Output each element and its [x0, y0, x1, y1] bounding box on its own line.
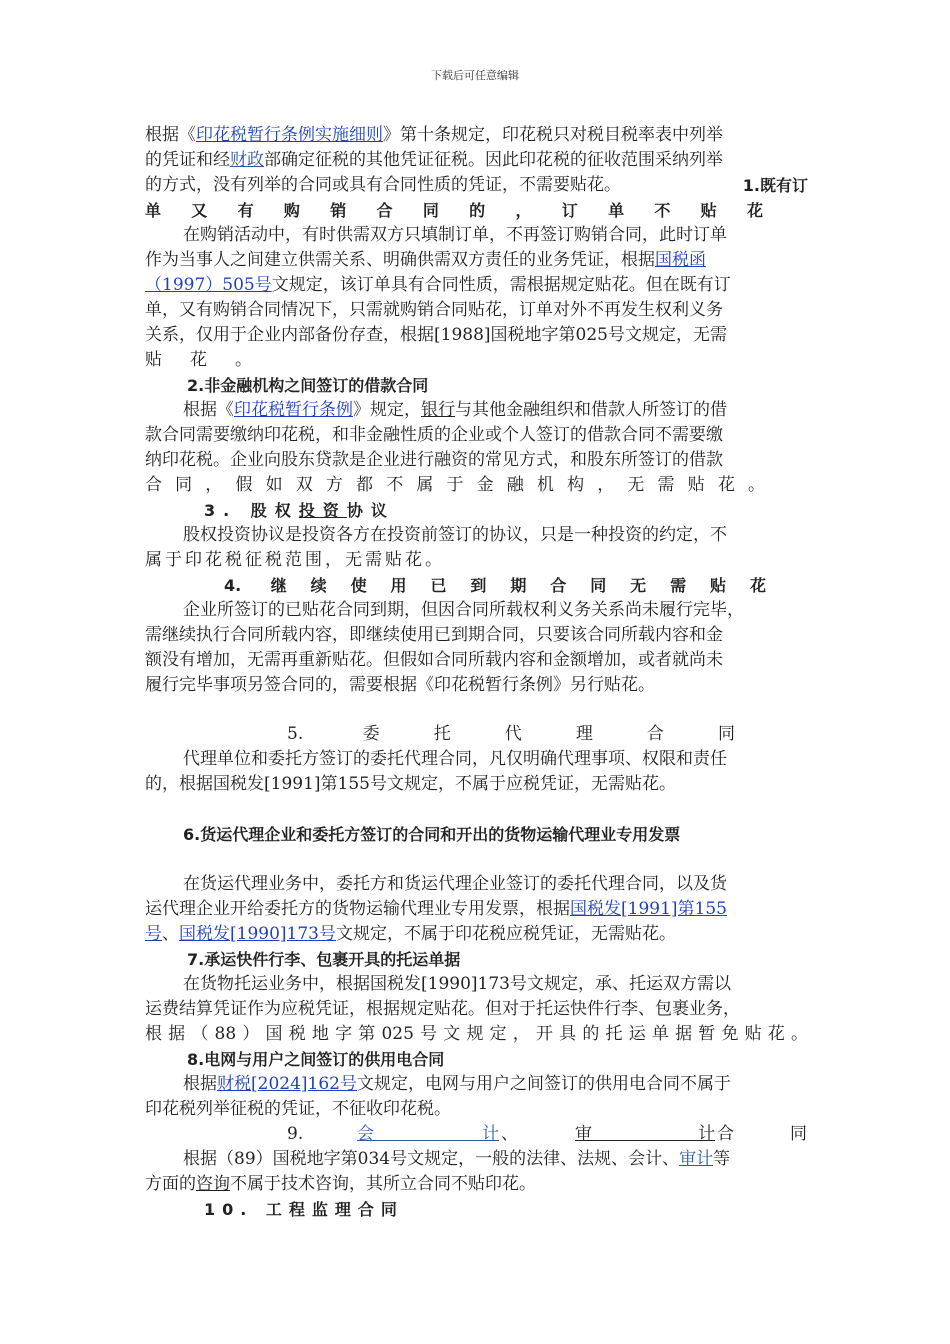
tax-notice-link[interactable]: 号 [145, 924, 162, 944]
paragraph-line: 需继续执行合同所载内容，即继续使用已到期合同，只要该合同所载内容和金 [145, 625, 723, 645]
paragraph-line: 作为当事人之间建立供需关系、明确供需双方责任的业务凭证，根据国税函 [145, 250, 706, 270]
paragraph-line: 的方式，没有列举的合同或具有合同性质的凭证，不需要贴花。 1.既有订 [145, 173, 808, 198]
tax-notice-link[interactable]: 国税发[1991]第155 [570, 899, 727, 919]
paragraph-line: 运费结算凭证作为应税凭证，根据规定贴花。但对于托运快件行李、包裹业务， [145, 999, 740, 1019]
section-heading: 6.货运代理企业和委托方签订的合同和开出的货物运输代理业专用发票 [183, 825, 681, 844]
section-heading: 10. 工程监理合同 [204, 1200, 404, 1219]
investment-link[interactable]: 投资 [298, 501, 347, 520]
paragraph-line: 贴花。 [145, 350, 280, 370]
bank-link[interactable]: 银行 [421, 400, 455, 420]
paragraph-line: 企业所签订的已贴花合同到期，但因合同所载权利义务关系尚未履行完毕， [183, 600, 744, 620]
accounting-link[interactable]: 会计 [357, 1124, 499, 1144]
paragraph-line: 根据《印花税暂行条例》规定，银行与其他金融组织和借款人所签订的借 [183, 400, 727, 420]
tax-letter-link[interactable]: 国税函 [655, 250, 706, 270]
paragraph-line: 根据财税[2024]162号文规定，电网与用户之间签订的供用电合同不属于 [183, 1074, 731, 1094]
paragraph-line: 款合同需要缴纳印花税，和非金融性质的企业或个人签订的借款合同不需要缴 [145, 425, 723, 445]
tax-notice-link[interactable]: 财税[2024]162号 [217, 1074, 357, 1094]
section-heading: 4. 继续使用已到期合同无需贴花 [224, 576, 766, 595]
paragraph-line: 印花税列举征税的凭证，不征收印花税。 [145, 1099, 451, 1119]
finance-link[interactable]: 财政 [230, 150, 264, 170]
paragraph-line: 的凭证和经财政部确定征税的其他凭证征税。因此印花税的征收范围采纳列举 [145, 150, 723, 170]
paragraph-line: 方面的咨询不属于技术咨询，其所立合同不贴印花。 [145, 1174, 536, 1194]
paragraph-line: （1997）505号文规定，该订单具有合同性质，需根据规定贴花。但在既有订 [145, 275, 731, 295]
tax-letter-link[interactable]: （1997）505号 [145, 275, 272, 295]
section-heading: 2.非金融机构之间签订的借款合同 [187, 376, 429, 395]
regulation-link[interactable]: 印花税暂行条例实施细则 [196, 125, 383, 145]
tax-notice-link[interactable]: 国税发[1990]173号 [179, 924, 336, 944]
section-heading: 1.既有订 [742, 176, 808, 195]
paragraph-line: 的，根据国税发[1991]第155号文规定，不属于应税凭证，无需贴花。 [145, 774, 676, 794]
paragraph-line: 在购销活动中，有时供需双方只填制订单，不再签订购销合同，此时订单 [183, 225, 727, 245]
section-heading: 7.承运快件行李、包裹开具的托运单据 [187, 950, 461, 969]
paragraph-line: 代理单位和委托方签订的委托代理合同，凡仅明确代理事项、权限和责任 [183, 749, 727, 769]
section-heading: 5. 委托代理合同 [287, 724, 735, 744]
paragraph-line: 股权投资协议是投资各方在投资前签订的协议，只是一种投资的约定，不 [183, 525, 727, 545]
section-heading: 3. 股权投资协议 [204, 501, 395, 520]
paragraph-line: 在货运代理业务中，委托方和货运代理企业签订的委托代理合同，以及货 [183, 874, 727, 894]
section-heading: 8.电网与用户之间签订的供用电合同 [187, 1050, 445, 1069]
paragraph-line: 单，又有购销合同情况下，只需就购销合同贴花，订单对外不再发生权利义务 [145, 300, 723, 320]
paragraph-line: 号、国税发[1990]173号文规定，不属于印花税应税凭证，无需贴花。 [145, 924, 676, 944]
paragraph-line: 关系，仅用于企业内部备份存查，根据[1988]国税地字第025号文规定，无需 [145, 325, 727, 345]
paragraph-line: 根据（88）国税地字第025号文规定，开具的托运单据暂免贴花。 [145, 1024, 808, 1044]
paragraph-line: 根据《印花税暂行条例实施细则》第十条规定，印花税只对税目税率表中列举 [145, 125, 723, 145]
section-heading: 单又有购销合同的，订单不贴花 [145, 201, 765, 220]
paragraph-line: 在货物托运业务中，根据国税发[1990]173号文规定，承、托运双方需以 [183, 974, 731, 994]
paragraph-line: 额没有增加，无需再重新贴花。但假如合同所载内容和金额增加，或者就尚未 [145, 650, 723, 670]
consulting-link[interactable]: 咨询 [196, 1174, 230, 1194]
paragraph-line: 属于印花税征税范围，无需贴花。 [145, 550, 445, 570]
audit-link[interactable]: 审计 [575, 1124, 715, 1144]
paragraph-line: 根据（89）国税地字第034号文规定，一般的法律、法规、会计、审计等 [183, 1149, 731, 1169]
paragraph-line: 履行完毕事项另签合同的，需要根据《印花税暂行条例》另行贴花。 [145, 675, 655, 695]
paragraph-line: 运代理企业开给委托方的货物运输代理业专用发票，根据国税发[1991]第155 [145, 899, 727, 919]
paragraph-line: 合同，假如双方都不属于金融机构，无需贴花。 [145, 475, 765, 495]
page-header: 下载后可任意编辑 [431, 69, 519, 82]
audit-link[interactable]: 审计 [679, 1149, 714, 1169]
regulation-link[interactable]: 印花税暂行条例 [234, 400, 353, 420]
paragraph-line: 纳印花税。企业向股东贷款是企业进行融资的常见方式，和股东所签订的借款 [145, 450, 723, 470]
